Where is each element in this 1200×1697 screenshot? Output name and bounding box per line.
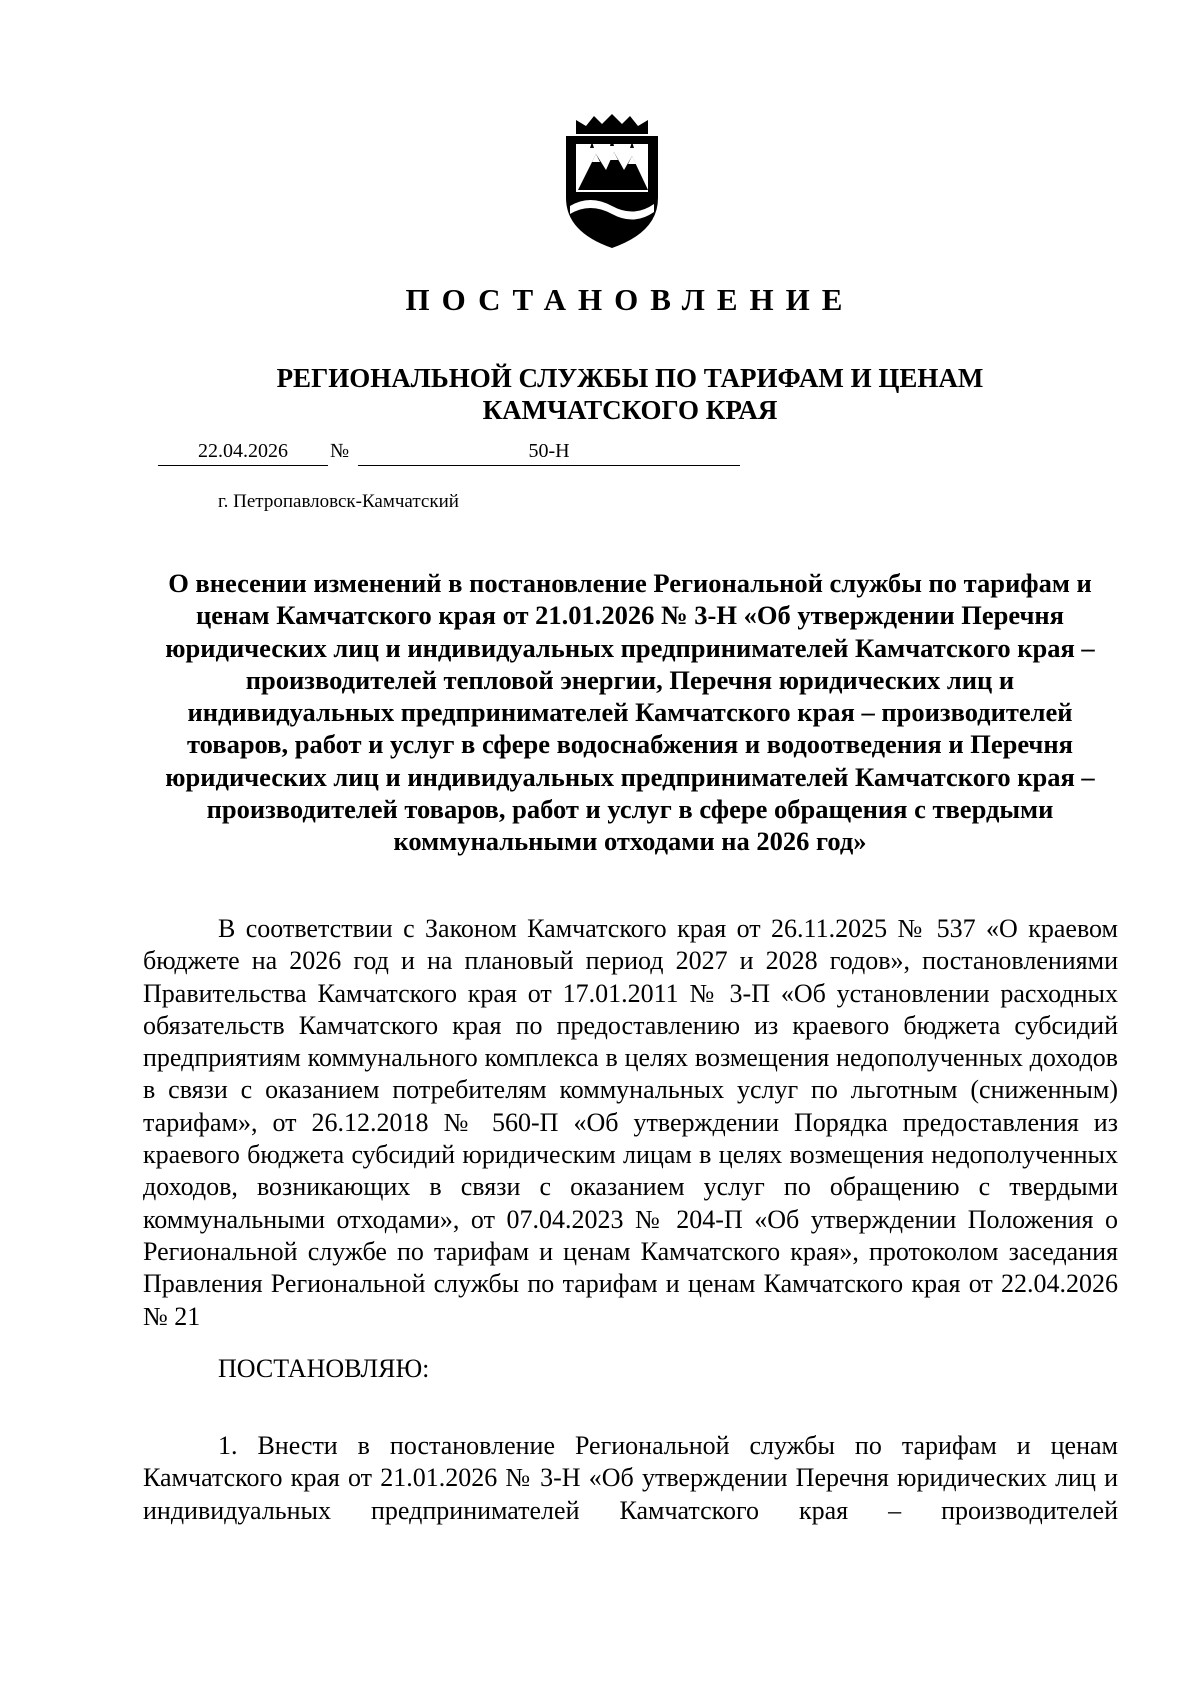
coat-of-arms-icon	[556, 114, 668, 250]
agency-line-1: РЕГИОНАЛЬНОЙ СЛУЖБЫ ПО ТАРИФАМ И ЦЕНАМ	[276, 363, 984, 393]
clause-1: 1. Внести в постановление Региональной службы по тарифам и ценам Камчатского края от 21.01.2026 № 3-Н «Об утверждении Перечня юридических лиц и индивидуальных предпринимателей Камчатского края – производителей	[143, 1431, 1118, 1525]
document-number: 50-Н	[358, 440, 740, 466]
city-of-issue: г. Петропавловск-Камчатский	[218, 491, 459, 512]
document-date: 22.04.2026	[158, 440, 328, 466]
number-sign: №	[330, 440, 350, 462]
decree-word: ПОСТАНОВЛЯЮ:	[218, 1354, 430, 1383]
agency-line-2: КАМЧАТСКОГО КРАЯ	[482, 395, 778, 425]
document-type-title: ПОСТАНОВЛЕНИЕ	[405, 282, 855, 317]
legal-basis-paragraph: В соответствии с Законом Камчатского края от 26.11.2025 № 537 «О краевом бюджете на 2026 год и на плановый период 2027 и 2028 годов», постановлениями Правительства Камчатского края от 17.01.2011 № 3-П «Об установлении расходных обязательств Камчатского края по предоставлению из краевого бюджета субсидий предприятиям коммунального комплекса в целях возмещения недополученных доходов в связи с оказанием потребителям коммунальных услуг по льготным (сниженным) тарифам», от 26.12.2018 № 560-П «Об утверждении Порядка предоставления из краевого бюджета субсидий юридическим лицам в целях возмещения недополученных доходов, возникающих в связи с оказанием услуг по обращению с твердыми коммунальными отходами», от 07.04.2023 № 204-П «Об утверждении Положения о Региональной службе по тарифам и ценам Камчатского края», протоколом заседания Правления Региональной службы по тарифам и ценам Камчатского края от 22.04.2026 № 21	[143, 914, 1118, 1331]
issuing-agency	[0, 362, 1200, 426]
document-subject: О внесении изменений в постановление Региональной службы по тарифам и ценам Камчатского края от 21.01.2026 № 3-Н «Об утверждении Перечня юридических лиц и индивидуальных предпринимателей Камчатского края – производителей тепловой энергии, Перечня юридических лиц и индивидуальных предпринимателей Камчатского края – производителей товаров, работ и услуг в сфере водоснабжения и водоотведения и Перечня юридических лиц и индивидуальных предпринимателей Камчатского края – производителей товаров, работ и услуг в сфере обращения с твердыми коммунальными отходами на 2026 год»	[165, 568, 1095, 857]
